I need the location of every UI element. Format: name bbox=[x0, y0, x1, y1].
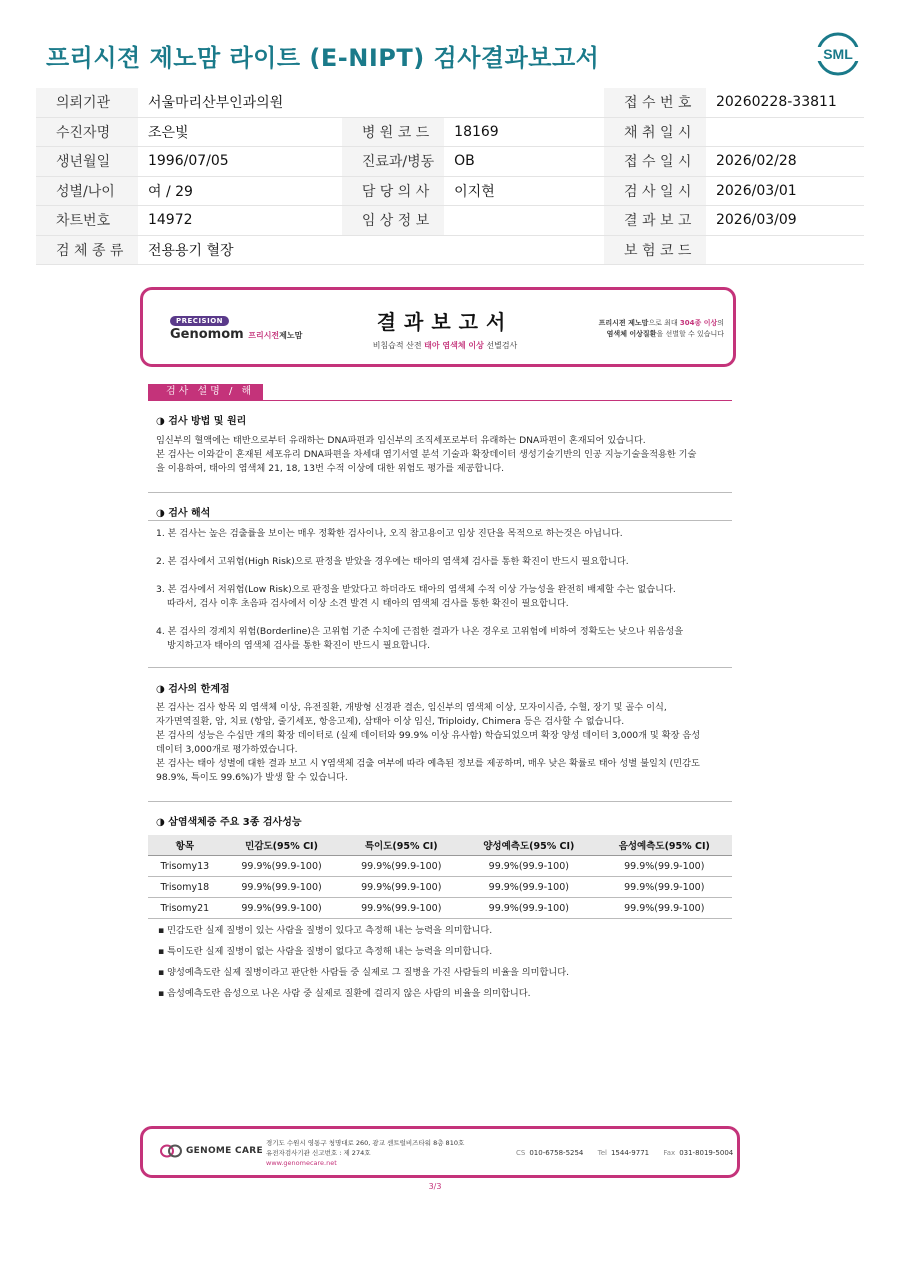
method-line: 을 이용하여, 태아의 염색체 21, 18, 13번 수적 이상에 대한 위험도 평가를 제공합니다. bbox=[156, 463, 505, 474]
interpretation-item-2: 2. 본 검사에서 고위험(High Risk)으로 판정을 받았을 경우에는 태아의 염색체 검사를 통한 확진이 반드시 필요합니다. bbox=[156, 556, 629, 567]
interpretation-item-4: 4. 본 검사의 경계치 위험(Borderline)은 고위험 기준 수치에 근접한 결과가 나온 경우로 고위험에 비하여 정확도는 낮으나 위음성을 bbox=[156, 626, 684, 637]
divider bbox=[148, 667, 732, 668]
info-row bbox=[36, 117, 864, 147]
table-cell: 99.9%(99.9-100) bbox=[341, 898, 461, 919]
table-header: 특이도(95% CI) bbox=[341, 835, 461, 856]
table-row bbox=[148, 877, 732, 898]
interpretation-heading: ◑ 검사 해석 bbox=[156, 508, 211, 519]
limits-line: 본 검사의 성능은 수십만 개의 확장 데이터로 (실제 데이터와 99.9% 이상 유사함) 학습되었으며 확장 양성 데이터 3,000개 및 확장 음성 bbox=[156, 730, 701, 741]
info-row bbox=[36, 88, 864, 117]
table-cell: 99.9%(99.9-100) bbox=[341, 877, 461, 898]
table-cell: 99.9%(99.9-100) bbox=[222, 877, 342, 898]
list-item: ▪ 민감도란 실제 질병이 있는 사람을 질병이 있다고 측정해 내는 능력을 의미합니다. bbox=[158, 925, 493, 936]
report-date-label: 결 과 보 고 bbox=[604, 206, 706, 236]
performance-table bbox=[148, 835, 732, 919]
hospital-code-label: 병 원 코 드 bbox=[342, 117, 444, 147]
receipt-date-value: 2026/02/28 bbox=[706, 147, 864, 177]
company-url[interactable]: www.genomecare.net bbox=[266, 1159, 337, 1167]
table-cell: 99.9%(99.9-100) bbox=[597, 877, 732, 898]
report-date-value: 2026/03/09 bbox=[706, 206, 864, 236]
table-cell: 99.9%(99.9-100) bbox=[341, 856, 461, 877]
divider bbox=[148, 520, 732, 521]
table-header: 양성예측도(95% CI) bbox=[461, 835, 596, 856]
info-row bbox=[36, 206, 864, 236]
table-cell: 99.9%(99.9-100) bbox=[597, 856, 732, 877]
brand-precision: 프리시전 bbox=[248, 331, 280, 340]
test-date-value: 2026/03/01 bbox=[706, 176, 864, 206]
limits-line: 데이터 3,000개로 평가하였습니다. bbox=[156, 744, 298, 755]
table-header: 음성예측도(95% CI) bbox=[597, 835, 732, 856]
birth-value: 1996/07/05 bbox=[138, 147, 342, 177]
table-cell: 99.9%(99.9-100) bbox=[222, 898, 342, 919]
insurance-label: 보 험 코 드 bbox=[604, 235, 706, 265]
patient-label: 수진자명 bbox=[36, 117, 138, 147]
limits-line: 본 검사는 검사 항목 외 염색체 이상, 유전질환, 개방형 신경관 결손, 임신부의 염색체 이상, 모자이시즘, 수혈, 장기 및 골수 이식, bbox=[156, 702, 667, 713]
clinical-label: 임 상 정 보 bbox=[342, 206, 444, 236]
dept-label: 진료과/병동 bbox=[342, 147, 444, 177]
collect-date-value bbox=[706, 117, 864, 147]
chart-no-label: 차트번호 bbox=[36, 206, 138, 236]
section-tab: 검사 설명 / 해석 bbox=[148, 384, 263, 400]
definitions-list bbox=[158, 922, 569, 1006]
institution-value: 서울마리산부인과의원 bbox=[138, 88, 604, 117]
list-item: ▪ 특이도란 실제 질병이 없는 사람을 질병이 없다고 측정해 내는 능력을 의미합니다. bbox=[158, 946, 493, 957]
clinical-value bbox=[444, 206, 604, 236]
table-cell: 99.9%(99.9-100) bbox=[461, 856, 596, 877]
brand-name: Genomom bbox=[170, 327, 244, 342]
dept-value: OB bbox=[444, 147, 604, 177]
collect-date-label: 채 취 일 시 bbox=[604, 117, 706, 147]
receipt-no-value: 20260228-33811 bbox=[706, 88, 864, 117]
receipt-date-label: 접 수 일 시 bbox=[604, 147, 706, 177]
info-row bbox=[36, 235, 864, 265]
interpretation-item-4-cont: 방지하고자 태아의 염색체 검사를 통한 확진이 반드시 필요합니다. bbox=[167, 640, 430, 651]
company-name: GENOME CARE bbox=[186, 1146, 263, 1156]
divider bbox=[148, 801, 732, 802]
banner-promo-text: 프리시젼 제노맘으로 최대 304종 이상의 염색체 이상질환을 선별할 수 있습니다 bbox=[598, 319, 724, 338]
table-cell: 99.9%(99.9-100) bbox=[222, 856, 342, 877]
method-line: 임신부의 혈액에는 태반으로부터 유래하는 DNA파편과 임신부의 조직세포로부터 유래하는 DNA파편이 혼재되어 있습니다. bbox=[156, 435, 646, 446]
table-header-row bbox=[148, 835, 732, 856]
interpretation-item-3: 3. 본 검사에서 저위험(Low Risk)으로 판정을 받았다고 하더라도 태아의 염색체 수적 이상 가능성을 완전히 배제할 수는 없습니다. bbox=[156, 584, 676, 595]
birth-label: 생년월일 bbox=[36, 147, 138, 177]
interpretation-item-3-cont: 따라서, 검사 이후 초음파 검사에서 이상 소견 발견 시 태아의 염색체 검사를 통한 확진이 필요합니다. bbox=[167, 598, 569, 609]
list-item: ▪ 음성예측도란 음성으로 나온 사람 중 실제로 질환에 걸리지 않은 사람의 비율을 의미합니다. bbox=[158, 988, 531, 999]
specimen-label: 검 체 종 류 bbox=[36, 235, 138, 265]
page-number: 3/3 bbox=[428, 1182, 442, 1191]
table-cell: 99.9%(99.9-100) bbox=[461, 877, 596, 898]
report-subtitle: 비침습적 산전 태아 염색체 이상 선별검사 bbox=[372, 341, 518, 350]
brand-genomom-kr: 제노맘 bbox=[279, 331, 303, 340]
limits-text bbox=[156, 701, 736, 785]
patient-value: 조은빛 bbox=[138, 117, 342, 147]
table-header: 항목 bbox=[148, 835, 222, 856]
info-row bbox=[36, 176, 864, 206]
doctor-label: 담 당 의 사 bbox=[342, 176, 444, 206]
specimen-value: 전용용기 혈장 bbox=[138, 235, 604, 265]
section-divider bbox=[148, 400, 732, 401]
insurance-value bbox=[706, 235, 864, 265]
limits-heading: ◑ 검사의 한계점 bbox=[156, 684, 230, 695]
table-header: 민감도(95% CI) bbox=[222, 835, 342, 856]
info-row bbox=[36, 147, 864, 177]
table-cell: 99.9%(99.9-100) bbox=[597, 898, 732, 919]
sex-age-label: 성별/나이 bbox=[36, 176, 138, 206]
chart-no-value: 14972 bbox=[138, 206, 342, 236]
method-line: 본 검사는 이와같이 혼재된 세포유리 DNA파편을 차세대 염기서열 분석 기술과 확장데이터 생성기술기반의 인공 지능기술을적용한 기술 bbox=[156, 449, 697, 460]
interpretation-item-1: 1. 본 검사는 높은 검출률을 보이는 매우 정확한 검사이나, 오직 참고용이고 임상 진단을 목적으로 하는것은 아닙니다. bbox=[156, 528, 623, 539]
divider bbox=[148, 492, 732, 493]
table-cell: 99.9%(99.9-100) bbox=[461, 898, 596, 919]
table-cell: Trisomy13 bbox=[148, 856, 222, 877]
contact-numbers: CS 010-6758-5254 Tel 1544-9771 Fax 031-8019-5004 bbox=[516, 1149, 734, 1157]
precision-badge: PRECISION bbox=[170, 316, 229, 326]
method-heading: ◑ 검사 방법 및 원리 bbox=[156, 416, 247, 427]
report-title: 결과보고서 bbox=[376, 310, 514, 334]
table-row bbox=[148, 856, 732, 877]
patient-info-table bbox=[36, 88, 864, 265]
company-address: 경기도 수원시 영통구 청명대로 260, 광교 센트럴비즈타워 8층 810호 유전자검사기관 신고번호 : 제 274호 www.genomecare.net bbox=[266, 1139, 465, 1167]
institution-label: 의뢰기관 bbox=[36, 88, 138, 117]
genome-care-logo-icon bbox=[160, 1144, 182, 1158]
sex-age-value: 여 / 29 bbox=[138, 176, 342, 206]
test-date-label: 검 사 일 시 bbox=[604, 176, 706, 206]
hospital-code-value: 18169 bbox=[444, 117, 604, 147]
limits-line: 자가면역질환, 암, 치료 (항암, 줄기세포, 항응고제), 삼태아 이상 임신, Triploidy, Chimera 등은 검사할 수 없습니다. bbox=[156, 716, 625, 727]
doctor-value: 이지현 bbox=[444, 176, 604, 206]
genomom-logo bbox=[170, 327, 302, 342]
list-item: ▪ 양성예측도란 실제 질병이라고 판단한 사람들 중 실제로 그 질병을 가진 사람들의 비율을 의미합니다. bbox=[158, 967, 569, 978]
sml-logo bbox=[816, 32, 860, 76]
performance-heading: ◑ 삼염색체증 주요 3종 검사성능 bbox=[156, 817, 302, 828]
svg-text:SML: SML bbox=[823, 46, 853, 62]
page-title: 프리시젼 제노맘 라이트 (E-NIPT) 검사결과보고서 bbox=[46, 44, 600, 72]
limits-line: 본 검사는 태아 성별에 대한 결과 보고 시 Y염색체 검출 여부에 따라 예측된 정보를 제공하며, 매우 낮은 확률로 태아 성별 불일치 (민감도 bbox=[156, 758, 700, 769]
table-row bbox=[148, 898, 732, 919]
receipt-no-label: 접 수 번 호 bbox=[604, 88, 706, 117]
method-text bbox=[156, 434, 736, 476]
table-cell: Trisomy18 bbox=[148, 877, 222, 898]
limits-line: 98.9%, 특이도 99.6%)가 발생 할 수 있습니다. bbox=[156, 772, 348, 783]
table-cell: Trisomy21 bbox=[148, 898, 222, 919]
